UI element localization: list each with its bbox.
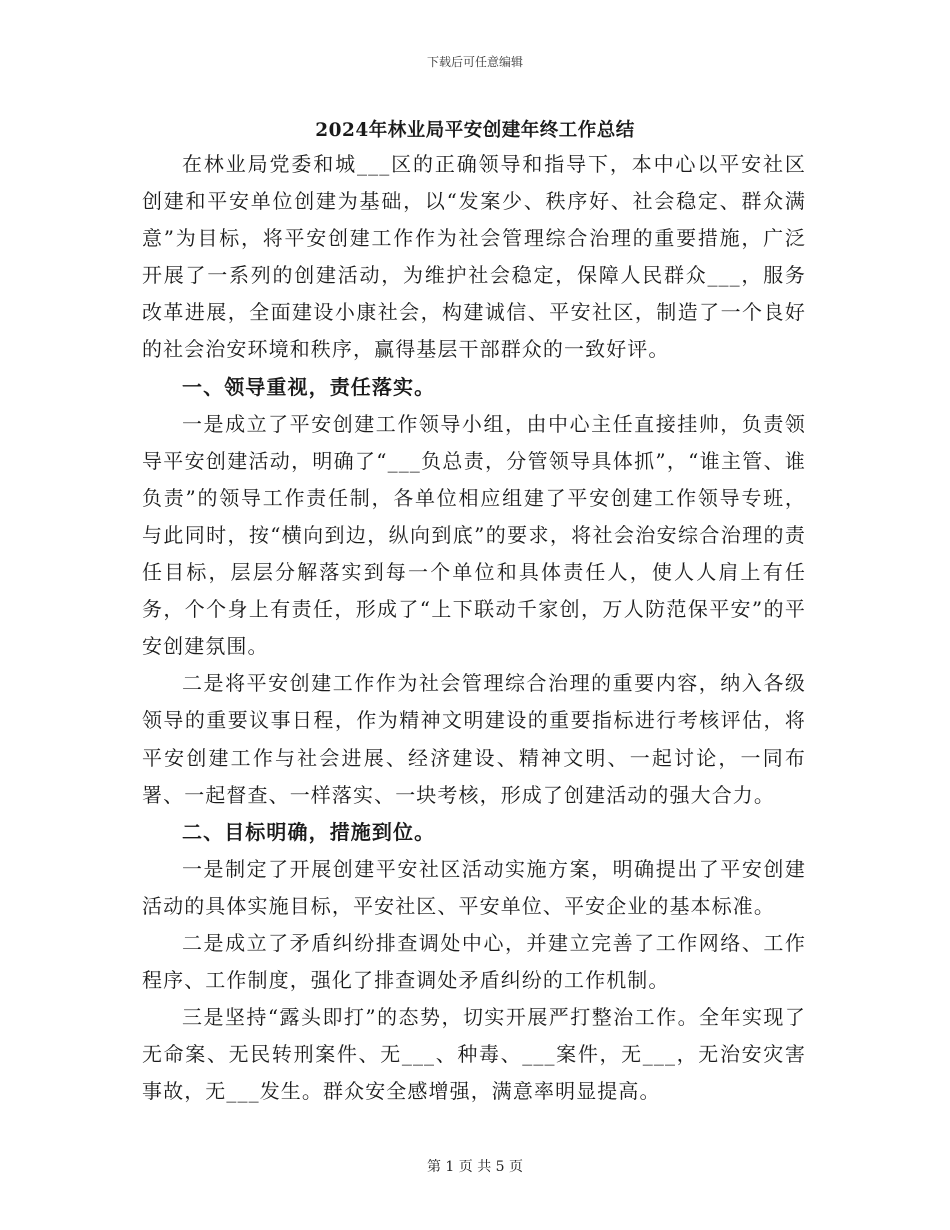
document-title: 2024年林业局平安创建年终工作总结: [315, 120, 635, 141]
paragraph-2-2: 二是成立了矛盾纠纷排查调处中心，并建立完善了工作网络、工作程序、工作制度，强化了排查调处矛盾纠纷的工作机制。: [142, 930, 806, 993]
document-body: [142, 146, 806, 1110]
page-footer: 第 1 页 共 5 页: [426, 1159, 524, 1175]
header-note: 下载后可任意编辑: [426, 55, 523, 69]
paragraph-2-1: 一是制定了开展创建平安社区活动实施方案，明确提出了平安创建活动的具体实施目标，平安社区、平安单位、平安企业的基本标准。: [142, 856, 806, 918]
paragraph-1-2: 二是将平安创建工作作为社会管理综合治理的重要内容，纳入各级领导的重要议事日程，作为精神文明建设的重要指标进行考核评估，将平安创建工作与社会进展、经济建设、精神文明、一起讨论，一同布署、一起督查、一样落实、一块考核，形成了创建活动的强大合力。: [142, 671, 806, 807]
paragraph-2-3: 三是坚持“露头即打”的态势，切实开展严打整治工作。全年实现了无命案、无民转刑案件、无___、种毒、___案件，无___，无治安灾害事故，无___发生。群众安全感增强，满意率明显提高。: [142, 1005, 806, 1104]
paragraph-intro: 在林业局党委和城___区的正确领导和指导下，本中心以平安社区创建和平安单位创建为基础，以“发案少、秩序好、社会稳定、群众满意”为目标，将平安创建工作作为社会管理综合治理的重要措施，广泛开展了一系列的创建活动，为维护社会稳定，保障人民群众___，服务改革进展，全面建设小康社会，构建诚信、平安社区，制造了一个良好的社会治安环境和秩序，赢得基层干部群众的一致好评。: [142, 152, 806, 362]
section-heading-2: 二、目标明确，措施到位。: [182, 819, 436, 844]
paragraph-1-1: 一是成立了平安创建工作领导小组，由中心主任直接挂帅，负责领导平安创建活动，明确了“___负总责，分管领导具体抓”，“谁主管、谁负责”的领导工作责任制，各单位相应组建了平安创建工作领导专班，与此同时，按“横向到边，纵向到底”的要求，将社会治安综合治理的责任目标，层层分解落实到每一个单位和具体责任人，使人人肩上有任务，个个身上有责任，形成了“上下联动千家创，万人防范保平安”的平安创建氛围。: [142, 411, 806, 659]
section-heading-1: 一、领导重视，责任落实。: [182, 374, 436, 399]
